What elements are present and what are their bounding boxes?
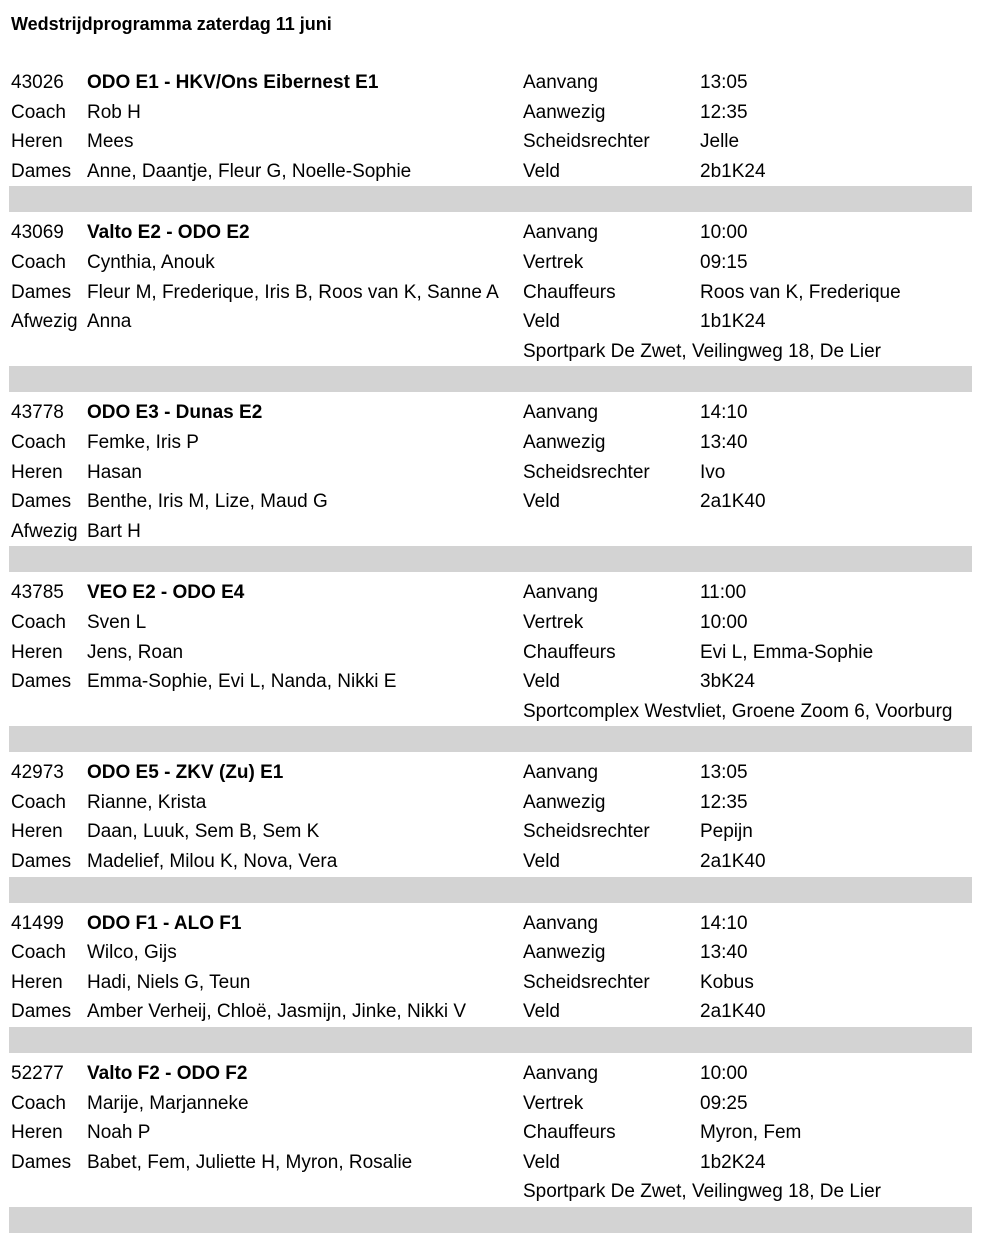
info-value: Jelle xyxy=(700,131,740,153)
info-value: 2b1K24 xyxy=(700,160,766,182)
row-label: Heren xyxy=(11,1122,63,1144)
match-row xyxy=(0,938,996,968)
row-value: Emma-Sophie, Evi L, Nanda, Nikki E xyxy=(87,671,397,693)
info-key: Aanvang xyxy=(523,72,599,93)
match-block xyxy=(0,68,996,218)
info-value: 2a1K40 xyxy=(700,851,766,873)
match-row xyxy=(0,909,996,939)
row-label: 43778 xyxy=(11,402,64,424)
info-key: Vertrek xyxy=(523,1092,584,1114)
location-address: Sportcomplex Westvliet, Groene Zoom 6, Voorburg xyxy=(523,700,953,722)
match-row xyxy=(0,1148,996,1178)
info-value: 3bK24 xyxy=(700,671,755,693)
match-row xyxy=(0,398,996,428)
match-block xyxy=(0,218,996,398)
info-key: Aanvang xyxy=(523,1063,599,1085)
info-key: Vertrek xyxy=(523,251,584,273)
info-value: Kobus xyxy=(700,971,754,993)
match-separator xyxy=(9,1207,972,1239)
row-value: Rianne, Krista xyxy=(87,791,207,813)
row-value: Mees xyxy=(87,131,134,153)
info-key: Aanvang xyxy=(523,402,599,424)
match-row xyxy=(0,997,996,1027)
info-value: 10:00 xyxy=(700,611,748,633)
info-key: Veld xyxy=(523,851,560,873)
row-label: Heren xyxy=(11,131,63,153)
row-value: Marije, Marjanneke xyxy=(87,1092,249,1114)
info-key: Veld xyxy=(523,311,560,333)
info-key: Aanvang xyxy=(523,582,599,604)
match-row xyxy=(0,337,996,367)
info-value: 2a1K40 xyxy=(700,491,766,513)
match-row xyxy=(0,1177,996,1207)
row-label: Coach xyxy=(11,1092,66,1114)
match-row xyxy=(0,218,996,248)
match-row xyxy=(0,697,996,727)
row-value: Daan, Luuk, Sem B, Sem K xyxy=(87,821,320,843)
match-row xyxy=(0,307,996,337)
info-value: 09:15 xyxy=(700,251,748,273)
row-label: Coach xyxy=(11,251,66,273)
info-key: Scheidsrechter xyxy=(523,971,650,993)
match-row xyxy=(0,68,996,98)
row-label: Afwezig xyxy=(11,311,78,333)
match-block xyxy=(0,1059,996,1239)
row-label: Heren xyxy=(11,821,63,843)
match-separator xyxy=(9,877,972,909)
match-block xyxy=(0,578,996,758)
row-label: 43026 xyxy=(11,72,64,93)
match-row xyxy=(0,608,996,638)
match-row xyxy=(0,487,996,517)
info-key: Veld xyxy=(523,1001,560,1023)
match-row xyxy=(0,127,996,157)
match-row xyxy=(0,1118,996,1148)
info-key: Chauffeurs xyxy=(523,641,616,663)
match-separator xyxy=(9,546,972,578)
row-label: Dames xyxy=(11,851,72,873)
row-label: Dames xyxy=(11,671,72,693)
match-title: VEO E2 - ODO E4 xyxy=(87,582,245,604)
row-label: Coach xyxy=(11,942,66,964)
match-separator xyxy=(9,366,972,398)
row-value: Bart H xyxy=(87,520,141,542)
info-value: Myron, Fem xyxy=(700,1122,802,1144)
match-title: Valto E2 - ODO E2 xyxy=(87,222,250,244)
row-value: Amber Verheij, Chloë, Jasmijn, Jinke, Nikki V xyxy=(87,1001,467,1023)
row-label: Afwezig xyxy=(11,520,78,542)
info-key: Scheidsrechter xyxy=(523,131,650,153)
page-title: Wedstrijdprogramma zaterdag 11 juni xyxy=(11,14,332,34)
info-key: Aanwezig xyxy=(523,942,606,964)
row-label: Dames xyxy=(11,491,72,513)
match-separator xyxy=(9,1027,972,1059)
row-label: Coach xyxy=(11,791,66,813)
row-value: Anna xyxy=(87,311,132,333)
info-value: 10:00 xyxy=(700,222,748,244)
row-label: Coach xyxy=(11,101,66,123)
info-value: 13:05 xyxy=(700,762,748,784)
row-label: Heren xyxy=(11,641,63,663)
row-label: 43785 xyxy=(11,582,64,604)
info-value: 12:35 xyxy=(700,101,748,123)
row-value: Madelief, Milou K, Nova, Vera xyxy=(87,851,338,873)
info-key: Aanvang xyxy=(523,222,599,244)
info-value: 13:40 xyxy=(700,431,748,453)
info-value: 10:00 xyxy=(700,1063,748,1085)
info-key: Chauffeurs xyxy=(523,1122,616,1144)
match-title: ODO E3 - Dunas E2 xyxy=(87,402,263,424)
row-label: Heren xyxy=(11,461,63,483)
info-value: 14:10 xyxy=(700,912,748,934)
info-key: Aanwezig xyxy=(523,431,606,453)
row-value: Sven L xyxy=(87,611,147,633)
match-row xyxy=(0,578,996,608)
match-row xyxy=(0,1059,996,1089)
row-label: Dames xyxy=(11,1001,72,1023)
info-value: Evi L, Emma-Sophie xyxy=(700,641,874,663)
match-title: Valto F2 - ODO F2 xyxy=(87,1063,248,1085)
match-block xyxy=(0,398,996,578)
row-value: Fleur M, Frederique, Iris B, Roos van K, Sanne A xyxy=(87,281,499,303)
info-value: 14:10 xyxy=(700,402,748,424)
info-key: Scheidsrechter xyxy=(523,461,650,483)
row-label: Heren xyxy=(11,971,63,993)
row-label: Dames xyxy=(11,160,72,182)
match-row xyxy=(0,157,996,187)
row-value: Anne, Daantje, Fleur G, Noelle-Sophie xyxy=(87,160,412,182)
location-address: Sportpark De Zwet, Veilingweg 18, De Lier xyxy=(523,1181,882,1203)
match-row xyxy=(0,667,996,697)
info-key: Veld xyxy=(523,160,560,182)
match-block xyxy=(0,758,996,908)
match-schedule xyxy=(0,68,996,1239)
row-label: Coach xyxy=(11,431,66,453)
info-key: Aanwezig xyxy=(523,101,606,123)
row-value: Hasan xyxy=(87,461,142,483)
row-label: 52277 xyxy=(11,1063,64,1085)
match-row xyxy=(0,968,996,998)
info-value: 12:35 xyxy=(700,791,748,813)
match-separator xyxy=(9,726,972,758)
location-address: Sportpark De Zwet, Veilingweg 18, De Lier xyxy=(523,340,882,362)
match-row xyxy=(0,98,996,128)
row-label: 42973 xyxy=(11,762,64,784)
info-value: 11:00 xyxy=(700,582,747,604)
info-value: 13:05 xyxy=(700,72,748,93)
row-value: Benthe, Iris M, Lize, Maud G xyxy=(87,491,328,513)
row-label: Coach xyxy=(11,611,66,633)
match-row xyxy=(0,817,996,847)
info-value: 13:40 xyxy=(700,942,748,964)
row-value: Cynthia, Anouk xyxy=(87,251,215,273)
info-value: Ivo xyxy=(700,461,726,483)
match-row xyxy=(0,458,996,488)
match-row xyxy=(0,248,996,278)
row-label: Dames xyxy=(11,281,72,303)
row-value: Wilco, Gijs xyxy=(87,942,177,964)
info-key: Veld xyxy=(523,491,560,513)
match-row xyxy=(0,517,996,547)
info-key: Aanvang xyxy=(523,912,599,934)
match-title: ODO F1 - ALO F1 xyxy=(87,912,242,934)
row-value: Rob H xyxy=(87,101,141,123)
match-row xyxy=(0,278,996,308)
match-separator xyxy=(9,186,972,218)
info-value: 2a1K40 xyxy=(700,1001,766,1023)
row-value: Femke, Iris P xyxy=(87,431,199,453)
match-title: ODO E5 - ZKV (Zu) E1 xyxy=(87,762,284,784)
row-value: Noah P xyxy=(87,1122,151,1144)
info-key: Chauffeurs xyxy=(523,281,616,303)
row-value: Hadi, Niels G, Teun xyxy=(87,971,251,993)
row-label: 41499 xyxy=(11,912,64,934)
info-value: Roos van K, Frederique xyxy=(700,281,901,303)
match-row xyxy=(0,788,996,818)
info-value: 09:25 xyxy=(700,1092,748,1114)
match-block xyxy=(0,909,996,1059)
info-key: Veld xyxy=(523,1151,560,1173)
match-row xyxy=(0,428,996,458)
info-value: Pepijn xyxy=(700,821,753,843)
info-key: Vertrek xyxy=(523,611,584,633)
match-row xyxy=(0,1089,996,1119)
match-row xyxy=(0,758,996,788)
match-row xyxy=(0,847,996,877)
info-key: Veld xyxy=(523,671,560,693)
row-label: 43069 xyxy=(11,222,64,244)
info-value: 1b2K24 xyxy=(700,1151,766,1173)
row-value: Jens, Roan xyxy=(87,641,184,663)
row-label: Dames xyxy=(11,1151,72,1173)
info-key: Aanwezig xyxy=(523,791,606,813)
match-row xyxy=(0,638,996,668)
info-key: Scheidsrechter xyxy=(523,821,650,843)
row-value: Babet, Fem, Juliette H, Myron, Rosalie xyxy=(87,1151,413,1173)
info-value: 1b1K24 xyxy=(700,311,766,333)
match-title: ODO E1 - HKV/Ons Eibernest E1 xyxy=(87,72,379,93)
info-key: Aanvang xyxy=(523,762,599,784)
